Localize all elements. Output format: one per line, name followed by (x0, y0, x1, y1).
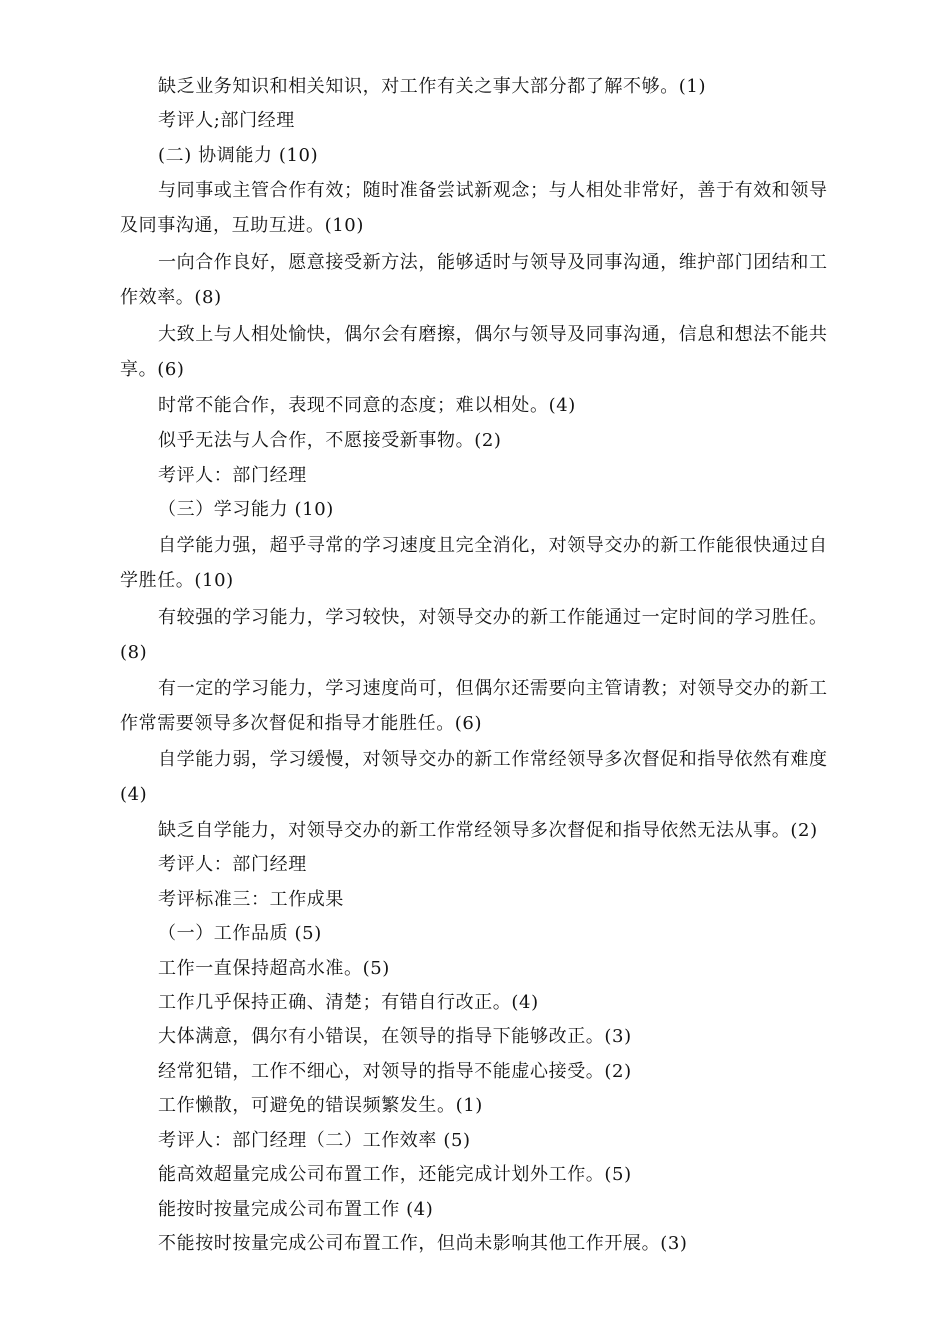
text-line: 有较强的学习能力，学习较快，对领导交办的新工作能通过一定时间的学习胜任。 (158, 607, 828, 628)
text-line: 作效率。(8) (120, 287, 222, 308)
text-line: 考评人;部门经理 (158, 110, 295, 131)
text-line: 缺乏自学能力，对领导交办的新工作常经领导多次督促和指导依然无法从事。(2) (158, 820, 818, 841)
text-line: 学胜任。(10) (120, 570, 234, 591)
text-line: 及同事沟通，互助互进。(10) (120, 215, 364, 236)
text-line: (二) 协调能力 (10) (158, 145, 319, 166)
text-line: 享。(6) (120, 359, 185, 380)
text-line: 能高效超量完成公司布置工作，还能完成计划外工作。(5) (158, 1164, 632, 1185)
text-line: 缺乏业务知识和相关知识，对工作有关之事大部分都了解不够。(1) (158, 76, 707, 97)
text-line: 考评人：部门经理（二）工作效率 (5) (158, 1130, 471, 1151)
text-line: 大致上与人相处愉快，偶尔会有磨擦，偶尔与领导及同事沟通，信息和想法不能共 (158, 324, 828, 345)
text-line: 能按时按量完成公司布置工作 (4) (158, 1199, 434, 1220)
text-line: 自学能力弱，学习缓慢，对领导交办的新工作常经领导多次督促和指导依然有难度 (158, 749, 828, 770)
text-line: 不能按时按量完成公司布置工作，但尚未影响其他工作开展。(3) (158, 1233, 688, 1254)
text-line: 考评人：部门经理 (158, 854, 307, 875)
text-line: 一向合作良好，愿意接受新方法，能够适时与领导及同事沟通，维护部门团结和工 (158, 252, 828, 273)
text-line: 与同事或主管合作有效；随时准备尝试新观念；与人相处非常好，善于有效和领导 (158, 180, 828, 201)
text-line: （一）工作品质 (5) (158, 923, 322, 944)
text-line: 自学能力强，超乎寻常的学习速度且完全消化，对领导交办的新工作能很快通过自 (158, 535, 828, 556)
text-line: (8) (120, 642, 148, 663)
text-line: 有一定的学习能力，学习速度尚可，但偶尔还需要向主管请教；对领导交办的新工 (158, 678, 828, 699)
text-line: 作常需要领导多次督促和指导才能胜任。(6) (120, 713, 483, 734)
text-line: 时常不能合作，表现不同意的态度；难以相处。(4) (158, 395, 576, 416)
text-line: 工作一直保持超高水准。(5) (158, 958, 390, 979)
text-line: （三）学习能力 (10) (158, 499, 334, 520)
text-line: 考评标准三：工作成果 (158, 889, 344, 910)
text-line: (4) (120, 784, 148, 805)
text-line: 工作懒散，可避免的错误频繁发生。(1) (158, 1095, 483, 1116)
text-line: 工作几乎保持正确、清楚；有错自行改正。(4) (158, 992, 539, 1013)
text-line: 考评人：部门经理 (158, 465, 307, 486)
text-line: 大体满意，偶尔有小错误，在领导的指导下能够改正。(3) (158, 1026, 632, 1047)
text-line: 经常犯错，工作不细心，对领导的指导不能虚心接受。(2) (158, 1061, 632, 1082)
text-line: 似乎无法与人合作，不愿接受新事物。(2) (158, 430, 502, 451)
